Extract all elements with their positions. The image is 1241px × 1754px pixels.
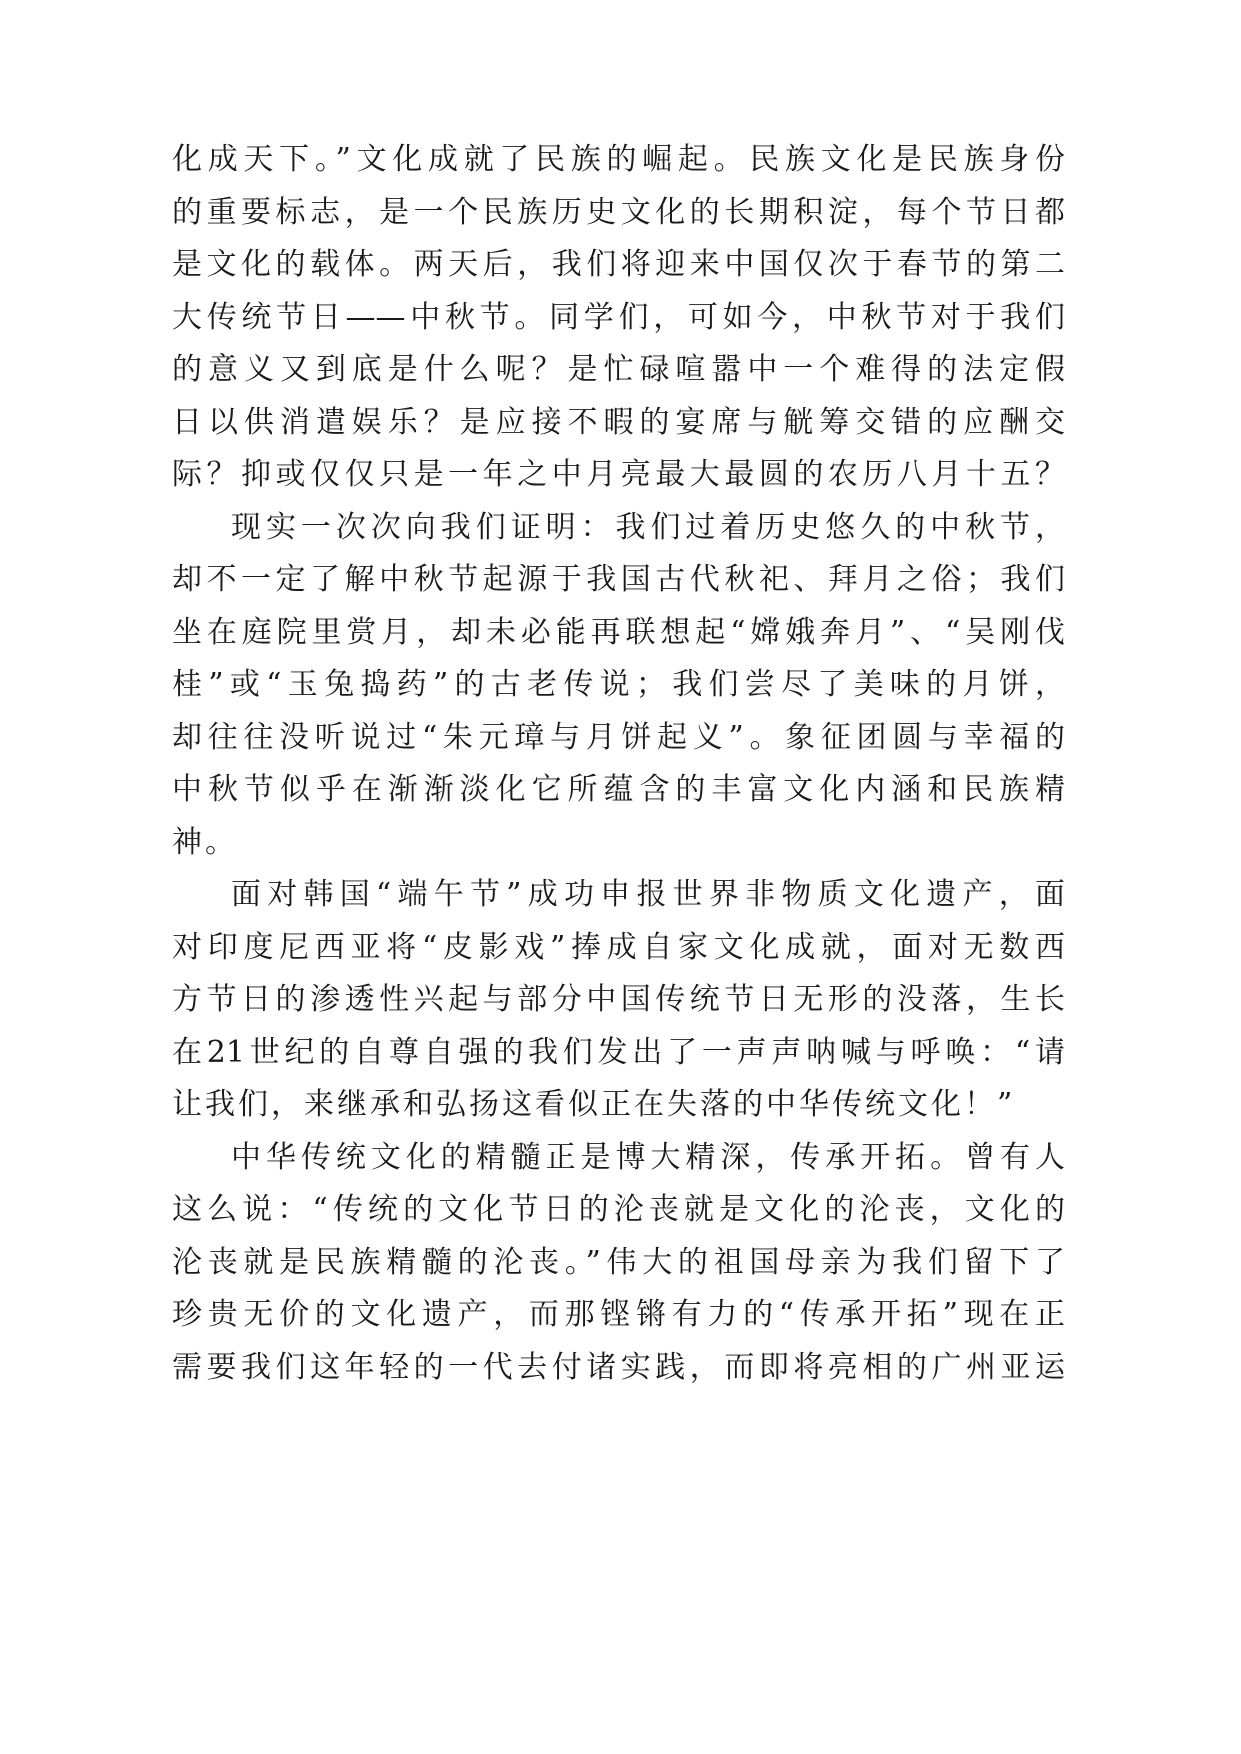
text-line: 神。 (172, 824, 238, 860)
text-line: 中秋节似乎在渐渐淡化它所蕴含的丰富文化内涵和民族精 (172, 772, 1065, 807)
text-line: 桂”或“玉兔捣药”的古老传说；我们尝尽了美味的月饼， (172, 667, 1065, 702)
text-line: 对印度尼西亚将“皮影戏”捧成自家文化成就，面对无数西 (172, 929, 1065, 965)
text-line: 际？抑或仅仅只是一年之中月亮最大最圆的农历八月十五？ (172, 457, 1065, 492)
text-line: 这么说：“传统的文化节日的沦丧就是文化的沦丧，文化的 (172, 1192, 1065, 1227)
text-line: 坐在庭院里赏月，却未必能再联想起“嫦娥奔月”、“吴刚伐 (172, 614, 1065, 650)
text-line: 让我们，来继承和弘扬这看似正在失落的中华传统文化！” (172, 1087, 1016, 1122)
text-line: 是文化的载体。两天后，我们将迎来中国仅次于春节的第二 (172, 247, 1065, 282)
text-line: 现实一次次向我们证明：我们过着历史悠久的中秋节， (231, 509, 1065, 545)
paragraph (172, 869, 1065, 1132)
paragraph (172, 1132, 1065, 1395)
paragraph (172, 134, 1065, 502)
text-line: 需要我们这年轻的一代去付诸实践，而即将亮相的广州亚运 (172, 1349, 1065, 1385)
text-line: 的重要标志，是一个民族历史文化的长期积淀，每个节日都 (172, 194, 1065, 230)
body-text (172, 134, 1065, 1394)
text-line: 却往往没听说过“朱元璋与月饼起义”。象征团圆与幸福的 (172, 719, 1065, 755)
text-line: 的意义又到底是什么呢？是忙碌喧嚣中一个难得的法定假 (172, 352, 1065, 387)
text-line: 面对韩国“端午节”成功申报世界非物质文化遗产，面 (231, 877, 1065, 912)
text-line: 大传统节日——中秋节。同学们，可如今，中秋节对于我们 (172, 299, 1065, 335)
text-line: 却不一定了解中秋节起源于我国古代秋祀、拜月之俗；我们 (172, 562, 1065, 597)
text-line: 化成天下。”文化成就了民族的崛起。民族文化是民族身份 (172, 142, 1065, 177)
text-line: 日以供消遣娱乐？是应接不暇的宴席与觥筹交错的应酬交 (172, 404, 1065, 440)
text-line: 沦丧就是民族精髓的沦丧。”伟大的祖国母亲为我们留下了 (172, 1244, 1065, 1280)
text-line: 珍贵无价的文化遗产，而那铿锵有力的“传承开拓”现在正 (172, 1297, 1065, 1332)
text-line: 在21世纪的自尊自强的我们发出了一声声呐喊与呼唤：“请 (172, 1034, 1065, 1070)
paragraph (172, 502, 1065, 870)
text-line: 方节日的渗透性兴起与部分中国传统节日无形的没落，生长 (172, 982, 1065, 1017)
text-line: 中华传统文化的精髓正是博大精深，传承开拓。曾有人 (231, 1139, 1065, 1175)
